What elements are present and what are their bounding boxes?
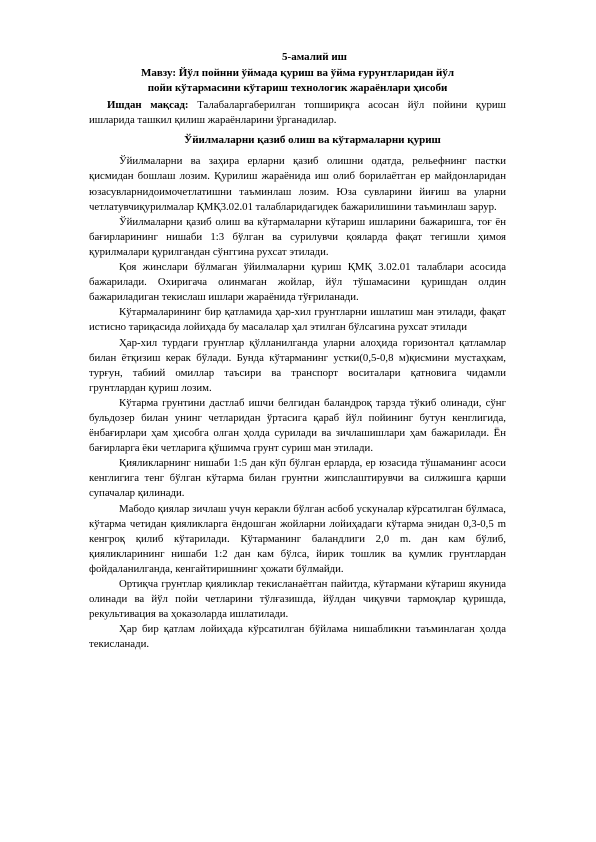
body-paragraph: Ортиқча грунтлар қияликлар текисланаётган пайитда, кўтармани кўтариш якунида олинади ва йўл пойи четларини тўлғазишда, йўлдан чиқувчи тармоқлар қуришда, рекультивация ва ҳоказоларда ишлатилади.	[89, 578, 506, 621]
document-topic	[89, 66, 506, 95]
body-paragraph: Қияликларнинг нишаби 1:5 дан кўп бўлган ерларда, ер юзасида тўшаманинг асоси кенглигига тенг бўлган кўтарма билан грунтни жипслаштирувчи ва силжишга қарши супачалар қилинади.	[89, 457, 506, 500]
body-paragraph: Кўтарма грунтини дастлаб ишчи белгидан баландроқ тарзда тўкиб олинади, сўнг бульдозер билан унинг четларидан ўртасига қараб йўл пойининг бутун кенглигида, ёнбағирлари ҳам ҳисобга олган ҳолда сурилади ва зичлашишлари ҳам бажарилади. Ён бағирларга ёки четларига қўшимча грунт суриш ман этилади.	[89, 396, 506, 455]
section-heading: Ўйилмаларни қазиб олиш ва кўтармаларни қуриш	[184, 134, 441, 147]
goal-label: Ишдан мақсад:	[107, 99, 189, 112]
body-paragraph: Ўйилмаларни ва заҳира ерларни қазиб олишни одатда, рельефнинг пастки қисмидан бошлаш лозим. Қурилиш жараёнида иш олиб борилаётган ер майдонларидан юзасувларнидоимочетлатишни таъминлаш лозим. Юза сувларини йиғиш ва уларни четлатувчиқурилмалар ҚМҚ3.02.01 талабларидагидек бажарилишини таъминлаш зарур.	[89, 155, 506, 213]
body-paragraph: Мабодо қиялар зичлаш учун керакли бўлган асбоб ускуналар кўрсатилган бўлмаса, кўтарма четидан қияликларга ёндошган жойларни лойиҳадаги кўтарма энидан 0,3-0,5 m кенгроқ қилиб кўтарилади. Кўтарманинг баландлиги 2,0 m. дан кам бўлиб, қияликларининг нишаби 1:2 дан кам бўлса, йирик тошлик ва қумлик грунтлардан фойдаланилганда, кенгайтиришнинг ҳожати бўлмайди.	[89, 502, 506, 575]
body-paragraph: Қоя жинслари бўлмаган ўйилмаларни қуриш ҚМҚ 3.02.01 талаблари асосида бажарилади. Охиригача олинмаган жойлар, йўл тўшамасини қуришдан олдин бажариладиган текислаш ишлари жараёнида тўғриланади.	[89, 261, 506, 304]
body-paragraph: Ўйилмаларни қазиб олиш ва кўтармаларни кўтариш ишларини бажаришга, тоғ ён бағирларининг нишаби 1:3 бўлган ва сурилувчи қояларда фақат тегишли ҳимоя қурилмалари қурилгандан сўнггина рухсат этилади.	[89, 215, 506, 258]
body-paragraph: Кўтармаларининг бир қатламида ҳар-хил грунтларни ишлатиш ман этилади, фақат истисно тариқасида лойиҳада бу масалалар ҳал этилган бўлсагина рухсат этилади	[89, 306, 506, 334]
goal-paragraph	[89, 98, 506, 128]
body-paragraph: Ҳар бир қатлам лойиҳада кўрсатилган бўйлама нишабликни таъминлаган ҳолда текисланади.	[89, 623, 506, 651]
body-paragraph: Ҳар-хил турдаги грунтлар қўлланилганда уларни алоҳида горизонтал қатламлар билан ётқизиш керак бўлади. Бунда кўтарманинг устки(0,5-0,8 м)қисмини мустаҳкам, турғун, табиий омиллар таъсири ва транспорт воситалари қатновига чидамли грунтлардан қуриш лозим.	[89, 336, 506, 394]
topic-line-2: пойи кўтармасини кўтариш технологик жараёнлари ҳисоби	[147, 81, 448, 94]
document-title: 5-амалий иш	[282, 51, 347, 63]
document-page	[89, 50, 506, 652]
goal-text: Талабаларгаберилган топшириқга асосан йўл пойини қуриш ишларида ташкил қилиш жараёнларини ўрганадилар.	[89, 99, 507, 127]
topic-line-1: Мавзу: Йўл пойнни ўймада қуриш ва ўйма ғурунтларидан йўл	[140, 67, 455, 80]
